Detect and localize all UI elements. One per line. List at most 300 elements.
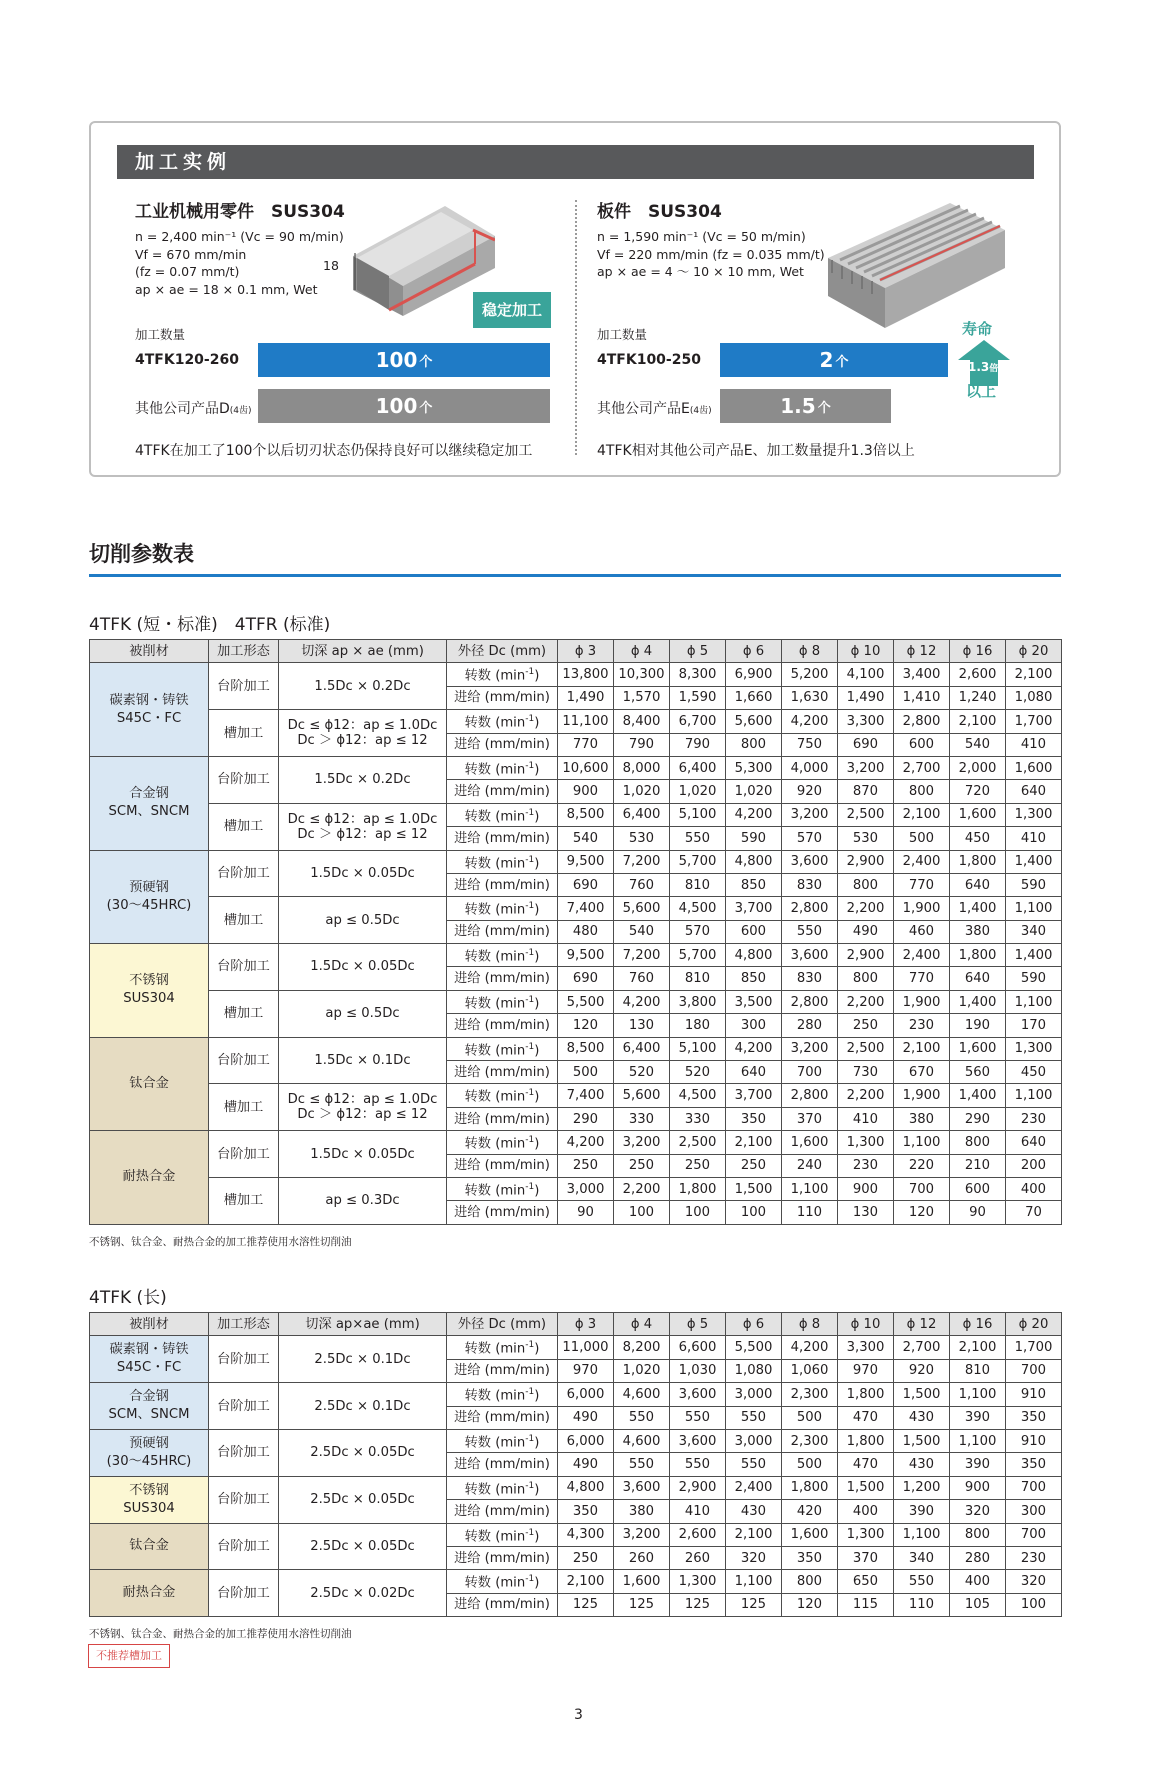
cell-line: 1.5Dc × 0.05Dc (310, 1146, 415, 1162)
speed-label-text: 转数 (min (464, 1528, 526, 1544)
examples-heading: 加工实例 (117, 145, 1034, 179)
feed-value: 1,020 (614, 1359, 670, 1382)
speed-row-label (447, 850, 558, 873)
speed-value: 3,200 (838, 756, 894, 779)
table1-note: 不锈钢、钛合金、耐热合金的加工推荐使用水溶性切削油 (89, 1236, 352, 1248)
speed-label-text: 转数 (min (464, 1341, 526, 1357)
speed-row-label (447, 1476, 558, 1499)
speed-label-sup: -1 (525, 714, 535, 725)
feed-value: 550 (670, 827, 726, 850)
feed-value: 970 (558, 1359, 614, 1382)
speed-row-label (447, 1383, 558, 1406)
cell-line: (30～45HRC) (106, 897, 192, 913)
speed-label-text: 转数 (min (464, 762, 526, 778)
feed-value: 320 (950, 1500, 1006, 1523)
feed-value: 100 (1006, 1593, 1062, 1616)
speed-value: 2,100 (894, 803, 950, 826)
speed-value: 3,000 (726, 1383, 782, 1406)
feed-row-label: 进给 (mm/min) (447, 1107, 558, 1130)
feed-value: 370 (838, 1546, 894, 1569)
feed-value: 670 (894, 1061, 950, 1084)
operation-cell: 台阶加工 (209, 944, 279, 991)
depth-cell: 2.5Dc × 0.02Dc (279, 1570, 447, 1617)
qty-bar-competitor-e: 1.5 个 (720, 389, 891, 423)
depth-cell: 2.5Dc × 0.1Dc (279, 1383, 447, 1430)
speed-value: 4,100 (838, 663, 894, 686)
table-row (90, 663, 1062, 686)
speed-label-text: 转数 (min (464, 1043, 526, 1059)
feed-value: 260 (670, 1546, 726, 1569)
feed-value: 810 (670, 873, 726, 896)
speed-value: 7,200 (614, 944, 670, 967)
cell-line: 1.5Dc × 0.2Dc (314, 678, 411, 694)
cell-line: SCM、SNCM (108, 804, 190, 820)
header-dia-7: ϕ 16 (950, 640, 1006, 663)
feed-value: 290 (950, 1107, 1006, 1130)
feed-value: 130 (614, 1014, 670, 1037)
speed-row-label (447, 1131, 558, 1154)
speed-value: 3,700 (726, 1084, 782, 1107)
feed-row-label: 进给 (mm/min) (447, 1201, 558, 1224)
feed-value: 1,060 (782, 1359, 838, 1382)
cell-line: Dc ＞ ϕ12：ap ≤ 12 (297, 1107, 428, 1123)
feed-value: 250 (558, 1154, 614, 1177)
speed-label-sup: -1 (525, 854, 535, 865)
feed-value: 350 (726, 1107, 782, 1130)
speed-value: 2,900 (838, 944, 894, 967)
feed-value: 350 (1006, 1406, 1062, 1429)
speed-label-text: 转数 (min (464, 855, 526, 871)
cell-line: ap ≤ 0.5Dc (325, 912, 400, 928)
operation-cell: 台阶加工 (209, 663, 279, 710)
speed-value: 1,500 (894, 1429, 950, 1452)
speed-value: 1,400 (950, 990, 1006, 1013)
speed-value: 8,300 (670, 663, 726, 686)
speed-row-label (447, 1336, 558, 1359)
material-cell (90, 944, 209, 1038)
table-header-row (90, 640, 1062, 663)
table2-title: 4TFK (长) (89, 1288, 167, 1308)
speed-value: 2,500 (838, 803, 894, 826)
feed-value: 380 (614, 1500, 670, 1523)
speed-value: 5,200 (782, 663, 838, 686)
feed-value: 500 (782, 1453, 838, 1476)
feed-value: 690 (558, 967, 614, 990)
speed-value: 1,800 (838, 1429, 894, 1452)
feed-value: 690 (838, 733, 894, 756)
depth-cell: 2.5Dc × 0.05Dc (279, 1429, 447, 1476)
cell-line: SUS304 (123, 1500, 175, 1516)
cell-line: 钛合金 (129, 1075, 169, 1091)
speed-value: 2,900 (838, 850, 894, 873)
speed-value: 1,600 (782, 1523, 838, 1546)
operation-cell: 槽加工 (209, 710, 279, 757)
speed-label-sup: -1 (525, 667, 535, 678)
speed-value: 4,200 (726, 803, 782, 826)
header-dia-0: ϕ 3 (558, 640, 614, 663)
cutting-params-table-standard (89, 639, 1062, 1225)
feed-value: 220 (894, 1154, 950, 1177)
speed-value: 3,200 (782, 1037, 838, 1060)
feed-value: 490 (558, 1453, 614, 1476)
feed-value: 125 (726, 1593, 782, 1616)
feed-value: 410 (1006, 827, 1062, 850)
speed-value: 2,800 (894, 710, 950, 733)
speed-label-end: ) (534, 1528, 540, 1544)
feed-value: 250 (838, 1014, 894, 1037)
table-row (90, 1336, 1062, 1359)
header-diameter: 外径 Dc (mm) (447, 1313, 558, 1336)
feed-value: 1,020 (614, 780, 670, 803)
speed-value: 2,100 (894, 1037, 950, 1060)
speed-value: 3,300 (838, 710, 894, 733)
speed-value: 320 (1006, 1570, 1062, 1593)
speed-label-sup: -1 (525, 1387, 535, 1398)
speed-value: 2,500 (670, 1131, 726, 1154)
table-row (90, 710, 1062, 733)
speed-value: 2,200 (838, 1084, 894, 1107)
speed-row-label (447, 1429, 558, 1452)
speed-label-sup: -1 (525, 1041, 535, 1052)
header-dia-5: ϕ 10 (838, 640, 894, 663)
depth-cell (279, 1131, 447, 1178)
header-dia-2: ϕ 5 (670, 1313, 726, 1336)
feed-value: 500 (894, 827, 950, 850)
speed-value: 2,800 (782, 897, 838, 920)
speed-label-end: ) (534, 762, 540, 778)
feed-value: 100 (670, 1201, 726, 1224)
depth-cell (279, 663, 447, 710)
speed-value: 1,900 (894, 897, 950, 920)
speed-label-sup: -1 (525, 1433, 535, 1444)
speed-value: 10,600 (558, 756, 614, 779)
feed-value: 790 (670, 733, 726, 756)
feed-value: 230 (894, 1014, 950, 1037)
feed-value: 1,080 (1006, 686, 1062, 709)
speed-value: 5,600 (726, 710, 782, 733)
table-row (90, 990, 1062, 1013)
competitor-d-label: 其他公司产品D(4齿) (135, 401, 252, 417)
speed-value: 550 (894, 1570, 950, 1593)
feed-value: 800 (726, 733, 782, 756)
header-dia-4: ϕ 8 (782, 1313, 838, 1336)
feed-value: 570 (670, 920, 726, 943)
table-row (90, 1476, 1062, 1499)
feed-value: 250 (558, 1546, 614, 1569)
depth-cell (279, 990, 447, 1037)
cell-line: 不锈钢 (129, 1482, 169, 1498)
speed-value: 5,700 (670, 944, 726, 967)
feed-row-label: 进给 (mm/min) (447, 1154, 558, 1177)
speed-value: 8,200 (614, 1336, 670, 1359)
cell-line: 耐热合金 (122, 1169, 176, 1185)
speed-value: 1,400 (950, 1084, 1006, 1107)
speed-value: 800 (950, 1131, 1006, 1154)
speed-value: 7,400 (558, 897, 614, 920)
table-row (90, 756, 1062, 779)
header-dia-8: ϕ 20 (1006, 1313, 1062, 1336)
speed-row-label (447, 897, 558, 920)
feed-value: 750 (782, 733, 838, 756)
feed-value: 1,570 (614, 686, 670, 709)
feed-value: 830 (782, 873, 838, 896)
speed-value: 700 (894, 1177, 950, 1200)
speed-value: 13,800 (558, 663, 614, 686)
table-row (90, 850, 1062, 873)
speed-label-end: ) (534, 1435, 540, 1451)
speed-row-label (447, 710, 558, 733)
speed-value: 1,400 (1006, 944, 1062, 967)
speed-value: 2,800 (782, 1084, 838, 1107)
feed-value: 210 (950, 1154, 1006, 1177)
feed-value: 120 (558, 1014, 614, 1037)
feed-value: 250 (670, 1154, 726, 1177)
feed-value: 230 (1006, 1546, 1062, 1569)
feed-value: 720 (950, 780, 1006, 803)
cell-line: 1.5Dc × 0.2Dc (314, 772, 411, 788)
speed-value: 5,600 (614, 1084, 670, 1107)
speed-value: 3,000 (726, 1429, 782, 1452)
speed-value: 1,600 (614, 1570, 670, 1593)
tool-name-4tfk120: 4TFK120-260 (135, 352, 239, 368)
speed-value: 1,800 (950, 850, 1006, 873)
example-right-title: 板件 SUS304 (597, 202, 722, 222)
feed-value: 110 (894, 1593, 950, 1616)
speed-label-end: ) (534, 1183, 540, 1199)
table-row (90, 1177, 1062, 1200)
feed-value: 250 (726, 1154, 782, 1177)
feed-value: 1,490 (838, 686, 894, 709)
feed-value: 970 (838, 1359, 894, 1382)
cell-line: 预硬钢 (129, 1435, 169, 1451)
feed-value: 350 (1006, 1453, 1062, 1476)
speed-value: 4,200 (782, 710, 838, 733)
speed-value: 1,500 (726, 1177, 782, 1200)
header-dia-4: ϕ 8 (782, 640, 838, 663)
speed-value: 8,500 (558, 1037, 614, 1060)
cell-line: ap ≤ 0.5Dc (325, 1006, 400, 1022)
depth-cell (279, 1084, 447, 1131)
speed-value: 5,100 (670, 1037, 726, 1060)
speed-value: 1,100 (950, 1383, 1006, 1406)
speed-value: 1,700 (1006, 710, 1062, 733)
speed-value: 4,500 (670, 1084, 726, 1107)
feed-value: 260 (614, 1546, 670, 1569)
cell-line: SUS304 (123, 991, 175, 1007)
speed-value: 1,500 (838, 1476, 894, 1499)
speed-value: 6,900 (726, 663, 782, 686)
speed-row-label (447, 1084, 558, 1107)
feed-row-label: 进给 (mm/min) (447, 1500, 558, 1523)
speed-value: 5,100 (670, 803, 726, 826)
feed-value: 350 (782, 1546, 838, 1569)
feed-value: 560 (950, 1061, 1006, 1084)
speed-value: 1,800 (782, 1476, 838, 1499)
table-row (90, 1570, 1062, 1593)
speed-label-end: ) (534, 1388, 540, 1404)
speed-value: 1,800 (670, 1177, 726, 1200)
speed-row-label (447, 663, 558, 686)
feed-value: 550 (670, 1453, 726, 1476)
depth-cell (279, 803, 447, 850)
feed-value: 110 (782, 1201, 838, 1224)
feed-value: 290 (558, 1107, 614, 1130)
operation-cell: 槽加工 (209, 1084, 279, 1131)
feed-value: 410 (1006, 733, 1062, 756)
feed-value: 1,020 (726, 780, 782, 803)
depth-cell (279, 1177, 447, 1224)
cell-line: ap ≤ 0.3Dc (325, 1193, 400, 1209)
speed-label-text: 转数 (min (464, 902, 526, 918)
operation-cell: 槽加工 (209, 1177, 279, 1224)
feed-value: 240 (782, 1154, 838, 1177)
feed-value: 550 (726, 1406, 782, 1429)
header-dia-3: ϕ 6 (726, 1313, 782, 1336)
feed-row-label: 进给 (mm/min) (447, 1453, 558, 1476)
speed-label-text: 转数 (min (464, 1482, 526, 1498)
feed-value: 570 (782, 827, 838, 850)
cell-line: S45C・FC (116, 710, 182, 726)
speed-value: 3,200 (614, 1131, 670, 1154)
depth-cell: 2.5Dc × 0.05Dc (279, 1476, 447, 1523)
qty-label-right: 加工数量 (597, 327, 648, 342)
speed-value: 6,400 (614, 803, 670, 826)
stable-machining-badge: 稳定加工 (473, 292, 551, 328)
speed-value: 1,600 (950, 803, 1006, 826)
speed-value: 4,800 (726, 944, 782, 967)
feed-value: 540 (614, 920, 670, 943)
speed-label-sup: -1 (525, 1574, 535, 1585)
table-row (90, 944, 1062, 967)
feed-value: 330 (614, 1107, 670, 1130)
speed-label-sup: -1 (525, 760, 535, 771)
feed-value: 760 (614, 967, 670, 990)
speed-value: 8,000 (614, 756, 670, 779)
feed-value: 590 (1006, 967, 1062, 990)
feed-value: 600 (726, 920, 782, 943)
material-cell (90, 1570, 209, 1617)
header-dia-8: ϕ 20 (1006, 640, 1062, 663)
speed-value: 3,700 (726, 897, 782, 920)
speed-value: 3,000 (558, 1177, 614, 1200)
speed-value: 2,300 (782, 1383, 838, 1406)
speed-value: 2,400 (894, 850, 950, 873)
speed-row-label (447, 1177, 558, 1200)
feed-value: 920 (782, 780, 838, 803)
speed-value: 600 (950, 1177, 1006, 1200)
speed-value: 5,500 (726, 1336, 782, 1359)
feed-row-label: 进给 (mm/min) (447, 827, 558, 850)
speed-value: 3,300 (838, 1336, 894, 1359)
cell-line: Dc ≤ ϕ12：ap ≤ 1.0Dc (287, 811, 438, 827)
depth-cell (279, 897, 447, 944)
operation-cell: 槽加工 (209, 803, 279, 850)
operation-cell: 台阶加工 (209, 1131, 279, 1178)
speed-label-end: ) (534, 715, 540, 731)
speed-value: 1,100 (1006, 990, 1062, 1013)
speed-value: 5,600 (614, 897, 670, 920)
feed-value: 470 (838, 1453, 894, 1476)
feed-value: 280 (950, 1546, 1006, 1569)
speed-value: 9,500 (558, 944, 614, 967)
feed-value: 115 (838, 1593, 894, 1616)
speed-row-label (447, 990, 558, 1013)
header-material: 被削材 (90, 1313, 209, 1336)
speed-value: 3,600 (614, 1476, 670, 1499)
feed-value: 500 (782, 1406, 838, 1429)
feed-value: 380 (894, 1107, 950, 1130)
feed-value: 120 (894, 1201, 950, 1224)
speed-label-text: 转数 (min (464, 809, 526, 825)
speed-value: 3,600 (670, 1429, 726, 1452)
cell-line: 1.5Dc × 0.05Dc (310, 865, 415, 881)
speed-value: 2,000 (950, 756, 1006, 779)
speed-value: 5,300 (726, 756, 782, 779)
feed-value: 125 (614, 1593, 670, 1616)
speed-label-text: 转数 (min (464, 949, 526, 965)
depth-dimension-label: 18 (323, 258, 339, 273)
feed-value: 230 (838, 1154, 894, 1177)
feed-value: 550 (670, 1406, 726, 1429)
feed-value: 850 (726, 873, 782, 896)
feed-value: 460 (894, 920, 950, 943)
feed-value: 250 (614, 1154, 670, 1177)
speed-label-sup: -1 (525, 1480, 535, 1491)
speed-value: 640 (1006, 1131, 1062, 1154)
speed-value: 6,000 (558, 1429, 614, 1452)
feed-value: 430 (726, 1500, 782, 1523)
feed-value: 170 (1006, 1014, 1062, 1037)
speed-label-sup: -1 (525, 1135, 535, 1146)
feed-value: 490 (558, 1406, 614, 1429)
speed-value: 1,400 (1006, 850, 1062, 873)
cell-line: 耐热合金 (122, 1585, 176, 1601)
speed-value: 8,500 (558, 803, 614, 826)
speed-value: 2,100 (1006, 663, 1062, 686)
feed-value: 330 (670, 1107, 726, 1130)
operation-cell: 台阶加工 (209, 1336, 279, 1383)
speed-value: 2,100 (558, 1570, 614, 1593)
table-header-row (90, 1313, 1062, 1336)
feed-value: 480 (558, 920, 614, 943)
header-depth: 切深 ap × ae (mm) (279, 640, 447, 663)
feed-value: 550 (614, 1453, 670, 1476)
speed-value: 2,200 (838, 897, 894, 920)
speed-value: 1,900 (894, 990, 950, 1013)
material-cell (90, 756, 209, 850)
operation-cell: 台阶加工 (209, 1037, 279, 1084)
speed-value: 2,800 (782, 990, 838, 1013)
speed-value: 1,100 (726, 1570, 782, 1593)
speed-value: 3,200 (782, 803, 838, 826)
speed-value: 3,400 (894, 663, 950, 686)
feed-value: 350 (558, 1500, 614, 1523)
feed-value: 600 (894, 733, 950, 756)
speed-label-text: 转数 (min (464, 668, 526, 684)
speed-value: 2,100 (950, 710, 1006, 733)
feed-row-label: 进给 (mm/min) (447, 920, 558, 943)
cell-line: 合金钢 (129, 1389, 169, 1405)
speed-label-end: ) (534, 949, 540, 965)
feed-row-label: 进给 (mm/min) (447, 967, 558, 990)
cell-line: 合金钢 (129, 786, 169, 802)
lifespan-more-label: 以上 (966, 382, 997, 400)
speed-value: 1,600 (782, 1131, 838, 1154)
cell-line: (30～45HRC) (106, 1453, 192, 1469)
speed-value: 900 (838, 1177, 894, 1200)
feed-value: 90 (558, 1201, 614, 1224)
cell-line: Dc ≤ ϕ12：ap ≤ 1.0Dc (287, 718, 438, 734)
